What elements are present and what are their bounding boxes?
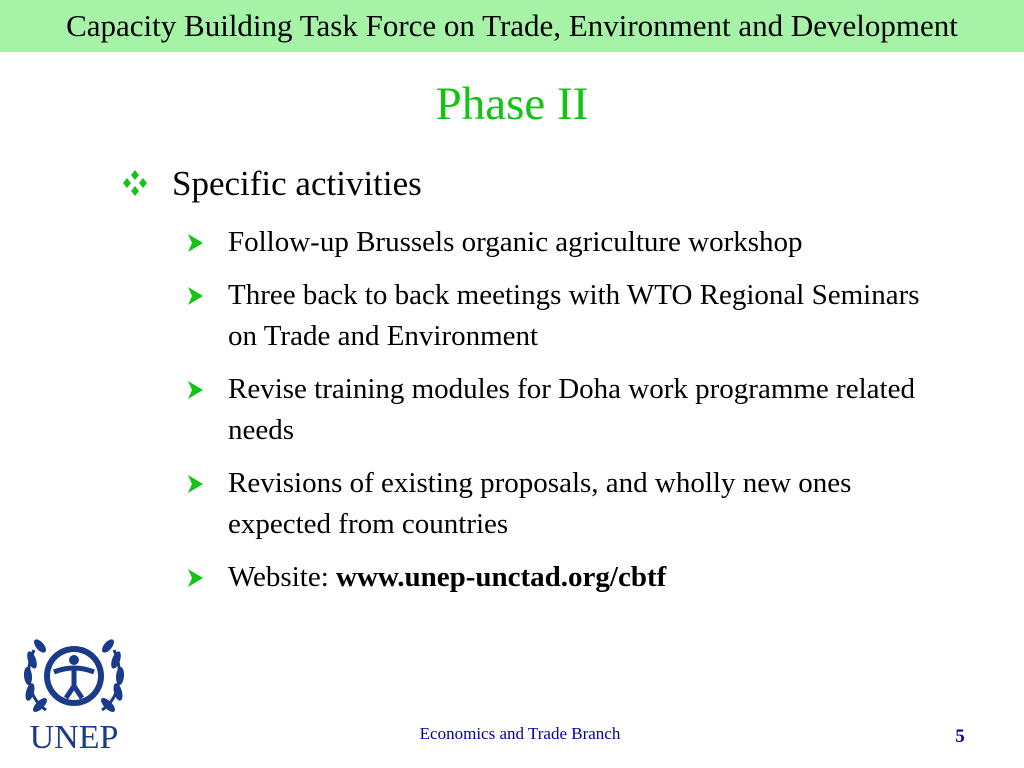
list-item (186, 463, 946, 545)
website-link[interactable]: www.unep-unctad.org/cbtf (336, 561, 667, 593)
level1-bullet-text: Specific activities (172, 164, 422, 203)
slide-title: Phase II (435, 78, 589, 130)
arrow-bullet-icon (186, 463, 228, 494)
header-title: Capacity Building Task Force on Trade, Environment and Development (66, 8, 958, 43)
activities-list (186, 222, 946, 610)
arrow-bullet-icon (186, 557, 228, 588)
list-item-text: Three back to back meetings with WTO Regional Seminars on Trade and Environment (228, 279, 920, 352)
page-number: 5 (955, 726, 965, 747)
list-item-text (228, 557, 928, 598)
level1-bullet-item (120, 162, 920, 206)
arrow-bullet-icon (186, 222, 228, 253)
list-item-text: Revise training modules for Doha work programme related needs (228, 373, 915, 446)
list-item (186, 369, 946, 451)
svg-text:UNEP: UNEP (29, 719, 119, 754)
header-banner (0, 0, 1024, 52)
list-item-text: Revisions of existing proposals, and wholly new ones expected from countries (228, 467, 852, 540)
list-item (186, 275, 946, 357)
list-item (186, 557, 946, 598)
diamond-bullet-icon (120, 162, 172, 196)
arrow-bullet-icon (186, 369, 228, 400)
arrow-bullet-icon (186, 275, 228, 306)
website-label: Website: (228, 561, 336, 593)
footer-branch-name: Economics and Trade Branch (419, 724, 621, 743)
list-item-text: Follow-up Brussels organic agriculture workshop (228, 226, 803, 258)
list-item (186, 222, 946, 263)
